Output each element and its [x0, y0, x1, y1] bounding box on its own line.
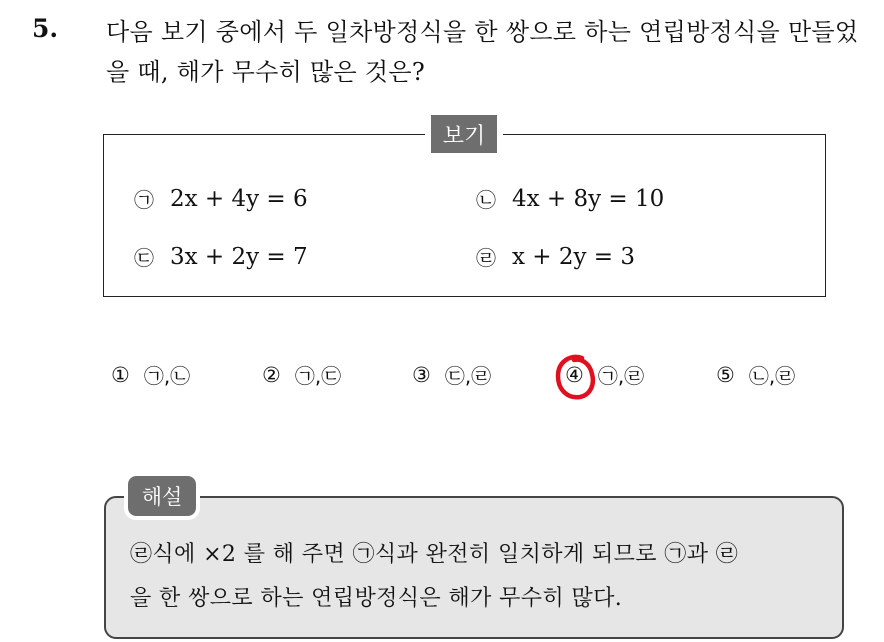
choice-number: ⑤ [716, 362, 735, 387]
choice-number: ④ [565, 362, 584, 387]
solution-line-2: 을 한 쌍으로 하는 연립방정식은 해가 무수히 많다. [130, 586, 623, 611]
choice-value: ㉠,㉡ [143, 364, 191, 388]
equation-3 [134, 242, 308, 271]
choice-3[interactable] [412, 360, 491, 389]
choice-number: ② [262, 362, 281, 387]
choice-value: ㉡,㉣ [748, 364, 796, 388]
equation-expression: 2x + 4y = 6 [170, 185, 308, 212]
answer-mark-circle [552, 352, 600, 404]
equation-mark: ㉡ [476, 188, 496, 212]
solution-text [130, 533, 830, 621]
choice-5[interactable] [716, 360, 795, 389]
choice-number: ① [111, 362, 130, 387]
equation-mark: ㉣ [476, 246, 496, 270]
question-text: 다음 보기 중에서 두 일차방정식을 한 쌍으로 하는 연립방정식을 만들었을 때, 해가 무수히 많은 것은? [106, 18, 859, 86]
equation-1 [134, 184, 308, 213]
solution-label: 해설 [128, 476, 196, 516]
solution-line-1: ㉣식에 ×2 를 해 주면 ㉠식과 완전히 일치하게 되므로 ㉠과 ㉣ [130, 542, 739, 567]
choice-value: ㉠,㉢ [294, 364, 342, 388]
equation-mark: ㉢ [134, 246, 154, 270]
equation-expression: 4x + 8y = 10 [512, 185, 665, 212]
equation-mark: ㉠ [134, 188, 154, 212]
equation-expression: x + 2y = 3 [512, 243, 636, 270]
answer-choices [0, 360, 884, 400]
question-number: 5. [32, 14, 59, 43]
bogi-box [103, 134, 826, 297]
choice-value: ㉢,㉣ [444, 364, 492, 388]
choice-1[interactable] [111, 360, 190, 389]
choice-value: ㉠,㉣ [597, 364, 645, 388]
choice-2[interactable] [262, 360, 341, 389]
bogi-label: 보기 [431, 115, 497, 153]
equation-expression: 3x + 2y = 7 [170, 243, 308, 270]
equation-4 [476, 242, 635, 271]
choice-number: ③ [412, 362, 431, 387]
equation-2 [476, 184, 664, 213]
